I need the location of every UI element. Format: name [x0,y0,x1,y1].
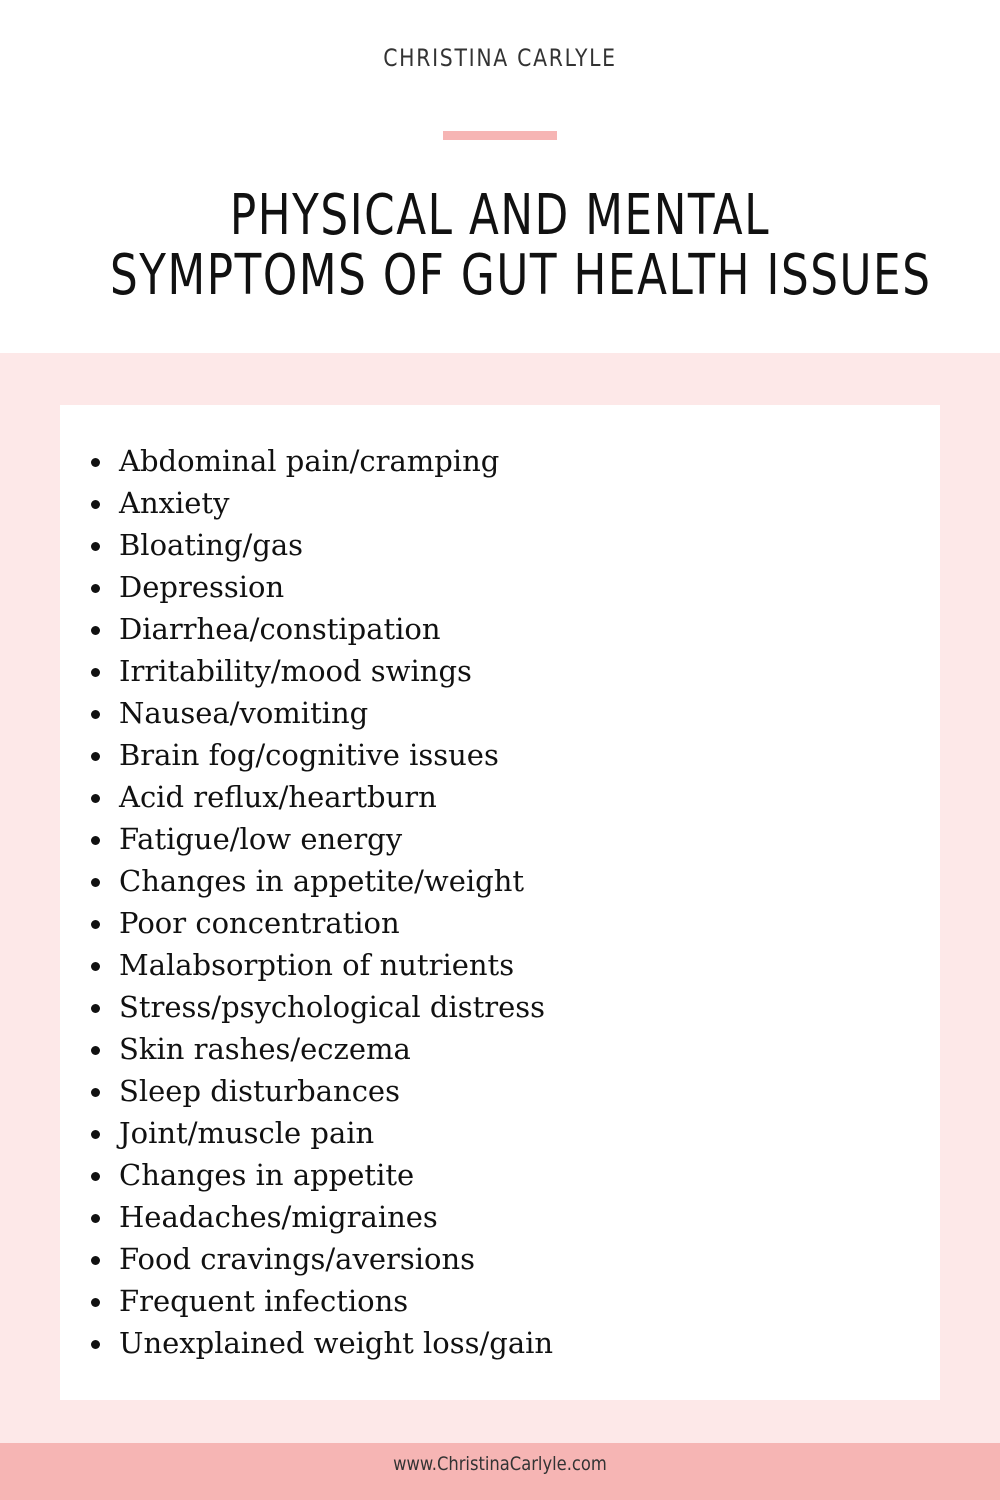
list-item [60,860,940,902]
list-item [60,1196,940,1238]
list-item [60,524,940,566]
bullet-icon [91,542,100,551]
list-item [60,734,940,776]
list-item [60,776,940,818]
title-line-2: SYMPTOMS OF GUT HEALTH ISSUES [110,243,932,308]
list-item-text: Bloating/gas [119,528,304,562]
list-item [60,1322,940,1364]
list-item [60,1028,940,1070]
bullet-icon [91,1214,100,1223]
bullet-icon [91,626,100,635]
list-item-text: Changes in appetite/weight [119,864,525,898]
title-line-1: PHYSICAL AND MENTAL [229,183,771,248]
list-item-text: Skin rashes/eczema [119,1032,411,1066]
bullet-icon [91,500,100,509]
bullet-icon [91,1004,100,1013]
list-item-text: Food cravings/aversions [119,1242,476,1276]
list-item-text: Frequent infections [119,1284,409,1318]
list-item [60,1112,940,1154]
bullet-icon [91,752,100,761]
footer [0,1443,1000,1500]
list-item [60,692,940,734]
list-item-text: Irritability/mood swings [119,654,472,688]
list-item [60,608,940,650]
bullet-icon [91,710,100,719]
bullet-icon [91,794,100,803]
list-item-text: Brain fog/cognitive issues [119,738,499,772]
list-item [60,1154,940,1196]
bullet-icon [91,584,100,593]
bullet-icon [91,1130,100,1139]
symptom-list [60,440,940,1364]
bullet-icon [91,878,100,887]
list-item-text: Anxiety [119,486,230,520]
bullet-icon [91,1298,100,1307]
bullet-icon [91,668,100,677]
list-item [60,566,940,608]
bullet-icon [91,920,100,929]
bullet-icon [91,1046,100,1055]
bullet-icon [91,1088,100,1097]
list-item-text: Unexplained weight loss/gain [119,1326,554,1360]
list-item [60,986,940,1028]
list-item-text: Sleep disturbances [119,1074,400,1108]
list-item-text: Poor concentration [119,906,400,940]
list-item-text: Joint/muscle pain [119,1116,375,1150]
list-item-text: Abdominal pain/cramping [119,444,500,478]
list-item-text: Diarrhea/constipation [119,612,441,646]
list-item-text: Changes in appetite [119,1158,415,1192]
list-item [60,482,940,524]
list-item [60,818,940,860]
list-item [60,902,940,944]
bullet-icon [91,1172,100,1181]
list-item [60,1238,940,1280]
bullet-icon [91,1256,100,1265]
accent-divider [443,131,557,140]
bullet-icon [91,1340,100,1349]
list-item-text: Depression [119,570,285,604]
list-item-text: Fatigue/low energy [119,822,403,856]
list-item-text: Stress/psychological distress [119,990,546,1024]
bullet-icon [91,458,100,467]
content-panel [0,353,1000,1443]
list-item-text: Malabsorption of nutrients [119,948,515,982]
bullet-icon [91,836,100,845]
list-item-text: Nausea/vomiting [119,696,369,730]
symptom-card [60,405,940,1400]
list-item-text: Acid reflux/heartburn [119,780,437,814]
list-item [60,944,940,986]
list-item [60,1280,940,1322]
list-item [60,650,940,692]
page-title [110,183,932,308]
list-item [60,440,940,482]
brand-name: CHRISTINA CARLYLE [383,44,617,72]
website-url[interactable]: www.ChristinaCarlyle.com [393,1453,607,1475]
header [0,0,1000,353]
bullet-icon [91,962,100,971]
list-item [60,1070,940,1112]
list-item-text: Headaches/migraines [119,1200,438,1234]
